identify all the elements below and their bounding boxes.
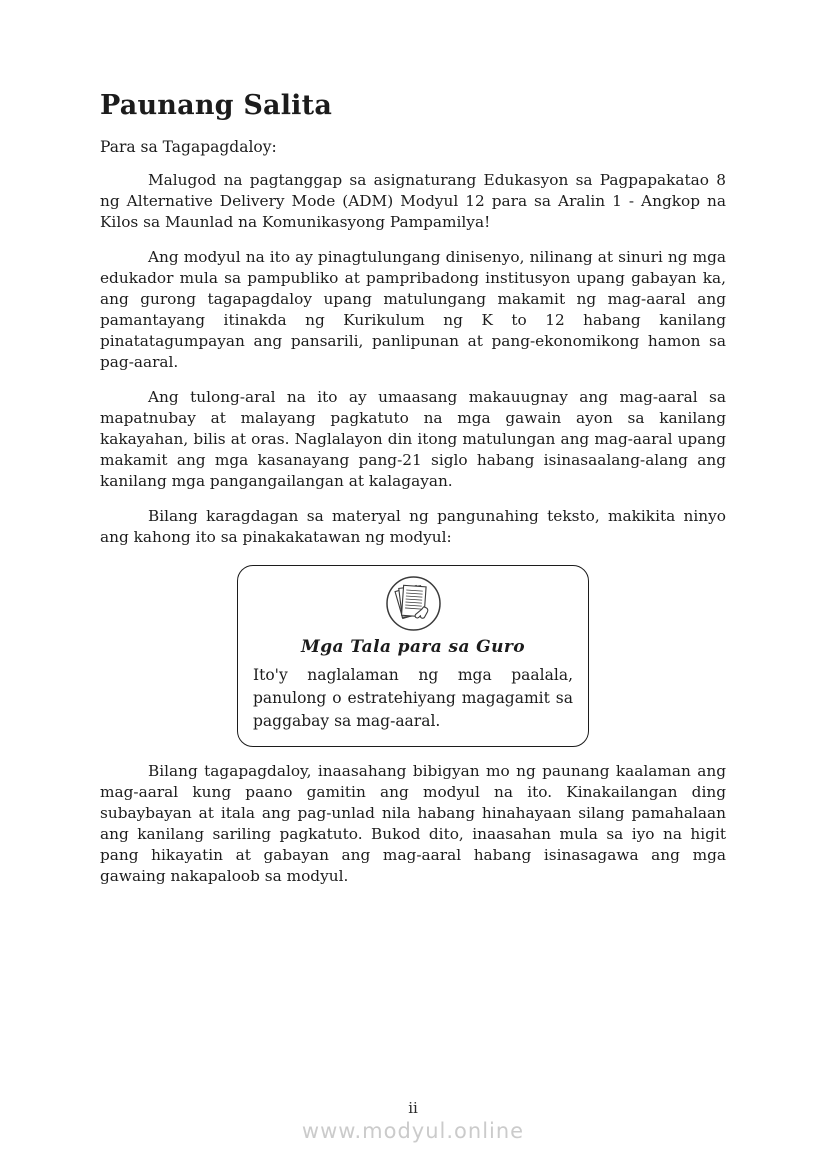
paragraph-box-intro: Bilang karagdagan sa materyal ng pangunahing teksto, makikita ninyo ang kahong ito sa pinakakatawan ng modyul: (100, 507, 726, 546)
paragraph-module-design: Ang modyul na ito ay pinagtulungang dinisenyo, nilinang at sinuri ng mga edukador mula sa pampubliko at pampribadong institusyon upang gabayan ka, ang gurong tagapagdaloy upang matulungang makamit ng mag-aaral ang pamantayang itinakda ng Kurikulum ng K to 12 habang kanilang pinatatagumpayan ang pansarili, panlipunan at pang-ekonomikong hamon sa pag-aaral. (100, 248, 726, 371)
watermark-url: www.modyul.online (301, 1119, 525, 1143)
closing-paragraph: Bilang tagapagdaloy, inaasahang bibigyan mo ng paunang kaalaman ang mag-aaral kung paano gamitin ang modyul na ito. Kinakailangan ding subaybayan at itala ang pag-unlad nila habang hinahayaan silang pamahalaan ang kanilang sariling pagkatuto. Bukod dito, inaasahan mula sa iyo na higit pang hikayatin at gabayan ang mag-aaral habang isinasagawa ang mga gawaing nakapaloob sa modyul. (100, 762, 726, 885)
paragraph-learning-aid: Ang tulong-aral na ito ay umaasang makauugnay ang mag-aaral sa mapatnubay at malayang pagkatuto na mga gawain ayon sa kanilang kakayahan, bilis at oras. Naglalayon din itong matulungan ang mag-aaral upang makamit ang mga kasanayang pang-21 siglo habang isinasaalang-alang ang kanilang mga pangangailangan at kalagayan. (100, 388, 726, 490)
note-box-heading: Mga Tala para sa Guro (301, 637, 525, 657)
salutation: Para sa Tagapagdaloy: (100, 138, 277, 156)
note-box-body: Ito'y naglalaman ng mga paalala, panulong o estratehiyang magagamit sa paggabay sa mag-aaral. (253, 666, 573, 730)
page-footer (0, 1099, 826, 1143)
teacher-notes-box (237, 565, 589, 747)
notes-icon (253, 575, 573, 632)
page-number: ii (408, 1099, 418, 1117)
page-title: Paunang Salita (100, 90, 333, 121)
paragraph-welcome: Malugod na pagtanggap sa asignaturang Edukasyon sa Pagpapakatao 8 ng Alternative Delivery Mode (ADM) Modyul 12 para sa Aralin 1 - Angkop na Kilos sa Maunlad na Komunikasyong Pampamilya! (100, 171, 726, 231)
